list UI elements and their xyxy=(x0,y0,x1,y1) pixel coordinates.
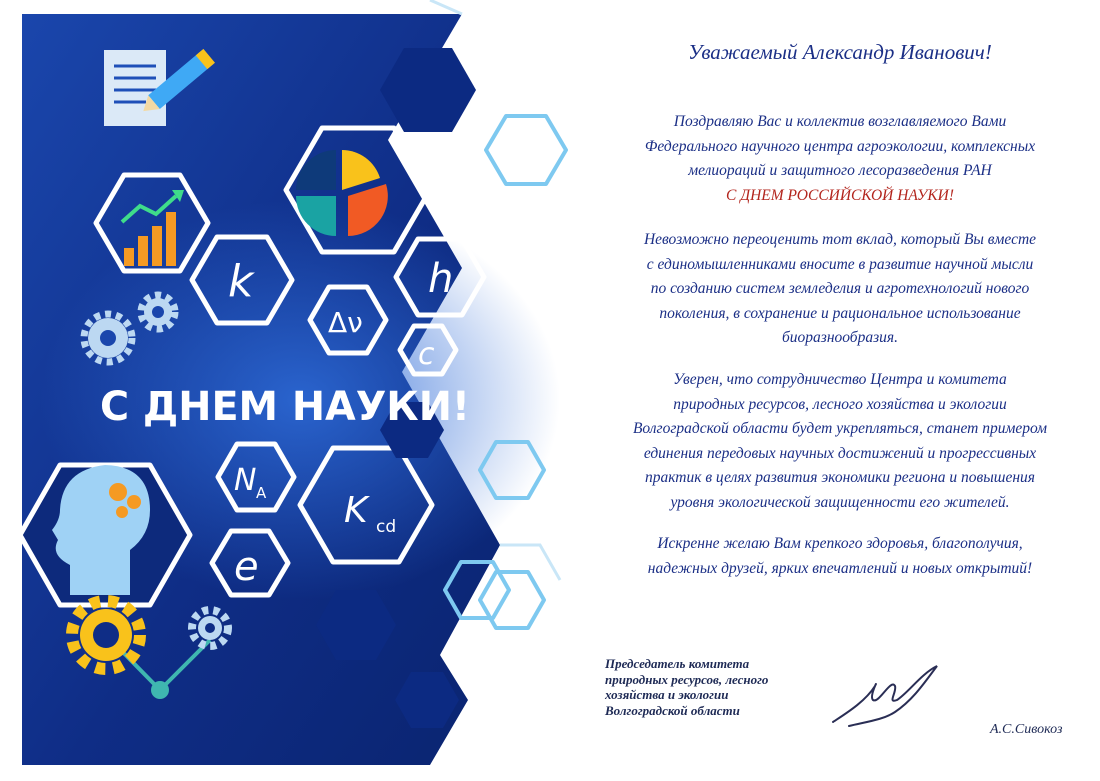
text-line: единения передовых научных достижений и прогрессивных xyxy=(643,444,1037,462)
symbol-c: c xyxy=(418,337,435,372)
text-line: мелиораций и защитного лесоразведения РАН xyxy=(688,162,992,179)
text-line: Волгоградской области xyxy=(605,702,740,718)
symbol-k2: K xyxy=(344,490,368,531)
text-line: Искренне желаю Вам крепкого здоровья, благополучия, xyxy=(657,535,1023,552)
letter xyxy=(590,0,1090,777)
signer-name: А.С.Сивокоз xyxy=(990,722,1063,737)
yellow-gear-icon xyxy=(72,601,140,669)
text-line: Волгоградской области будет укрепляться, станет примером xyxy=(632,420,1048,437)
paragraph-wishes xyxy=(600,532,1080,581)
text-line: Председатель комитета xyxy=(605,656,750,671)
document-icon xyxy=(104,50,166,126)
text-line: надежных друзей, ярких впечатлений и новых открытий! xyxy=(647,559,1033,577)
paragraph-cooperation xyxy=(600,368,1080,515)
text-line: природных ресурсов, лесного хозяйства и экологии xyxy=(673,395,1007,413)
text-line: Невозможно переоценить тот вклад, который Вы вместе xyxy=(643,231,1037,248)
paragraph-congratulation xyxy=(600,110,1080,208)
symbol-n: N xyxy=(234,463,257,498)
text-line: поколения, в сохранение и рациональное использование xyxy=(659,304,1021,322)
symbol-n-sub: A xyxy=(256,484,267,502)
handwritten-signature xyxy=(825,656,955,736)
text-line: природных ресурсов, лесного xyxy=(605,671,769,687)
text-line: Уверен, что сотрудничество Центра и комитета xyxy=(673,371,1007,388)
science-day-highlight: С ДНЕМ РОССИЙСКОЙ НАУКИ! xyxy=(726,186,954,204)
text-line: с единомышленниками вносите в развитие научной мысли xyxy=(646,255,1034,273)
text-line: по созданию систем земледелия и агротехнологий нового xyxy=(650,280,1030,297)
text-line: практик в целях развития экономики региона и повышения xyxy=(644,469,1036,486)
symbol-delta-nu: Δν xyxy=(328,306,363,339)
symbol-e: e xyxy=(234,544,259,590)
text-line: Федерального научного центра агроэкологии, комплексных xyxy=(644,137,1036,155)
text-line: уровня экологической защищенности его жителей. xyxy=(670,493,1010,511)
symbol-h: h xyxy=(428,256,454,302)
text-line: биоразнообразия. xyxy=(781,329,898,346)
symbol-k: k xyxy=(228,256,254,307)
letter-greeting: Уважаемый Александр Иванович! xyxy=(688,40,992,64)
text-line: Поздравляю Вас и коллектив возглавляемого Вами xyxy=(673,113,1007,130)
text-line: хозяйства и экологии xyxy=(605,687,729,702)
symbol-k2-sub: cd xyxy=(376,517,397,537)
paragraph-contribution xyxy=(600,228,1080,351)
card-headline: С ДНЕМ НАУКИ! xyxy=(100,384,470,430)
